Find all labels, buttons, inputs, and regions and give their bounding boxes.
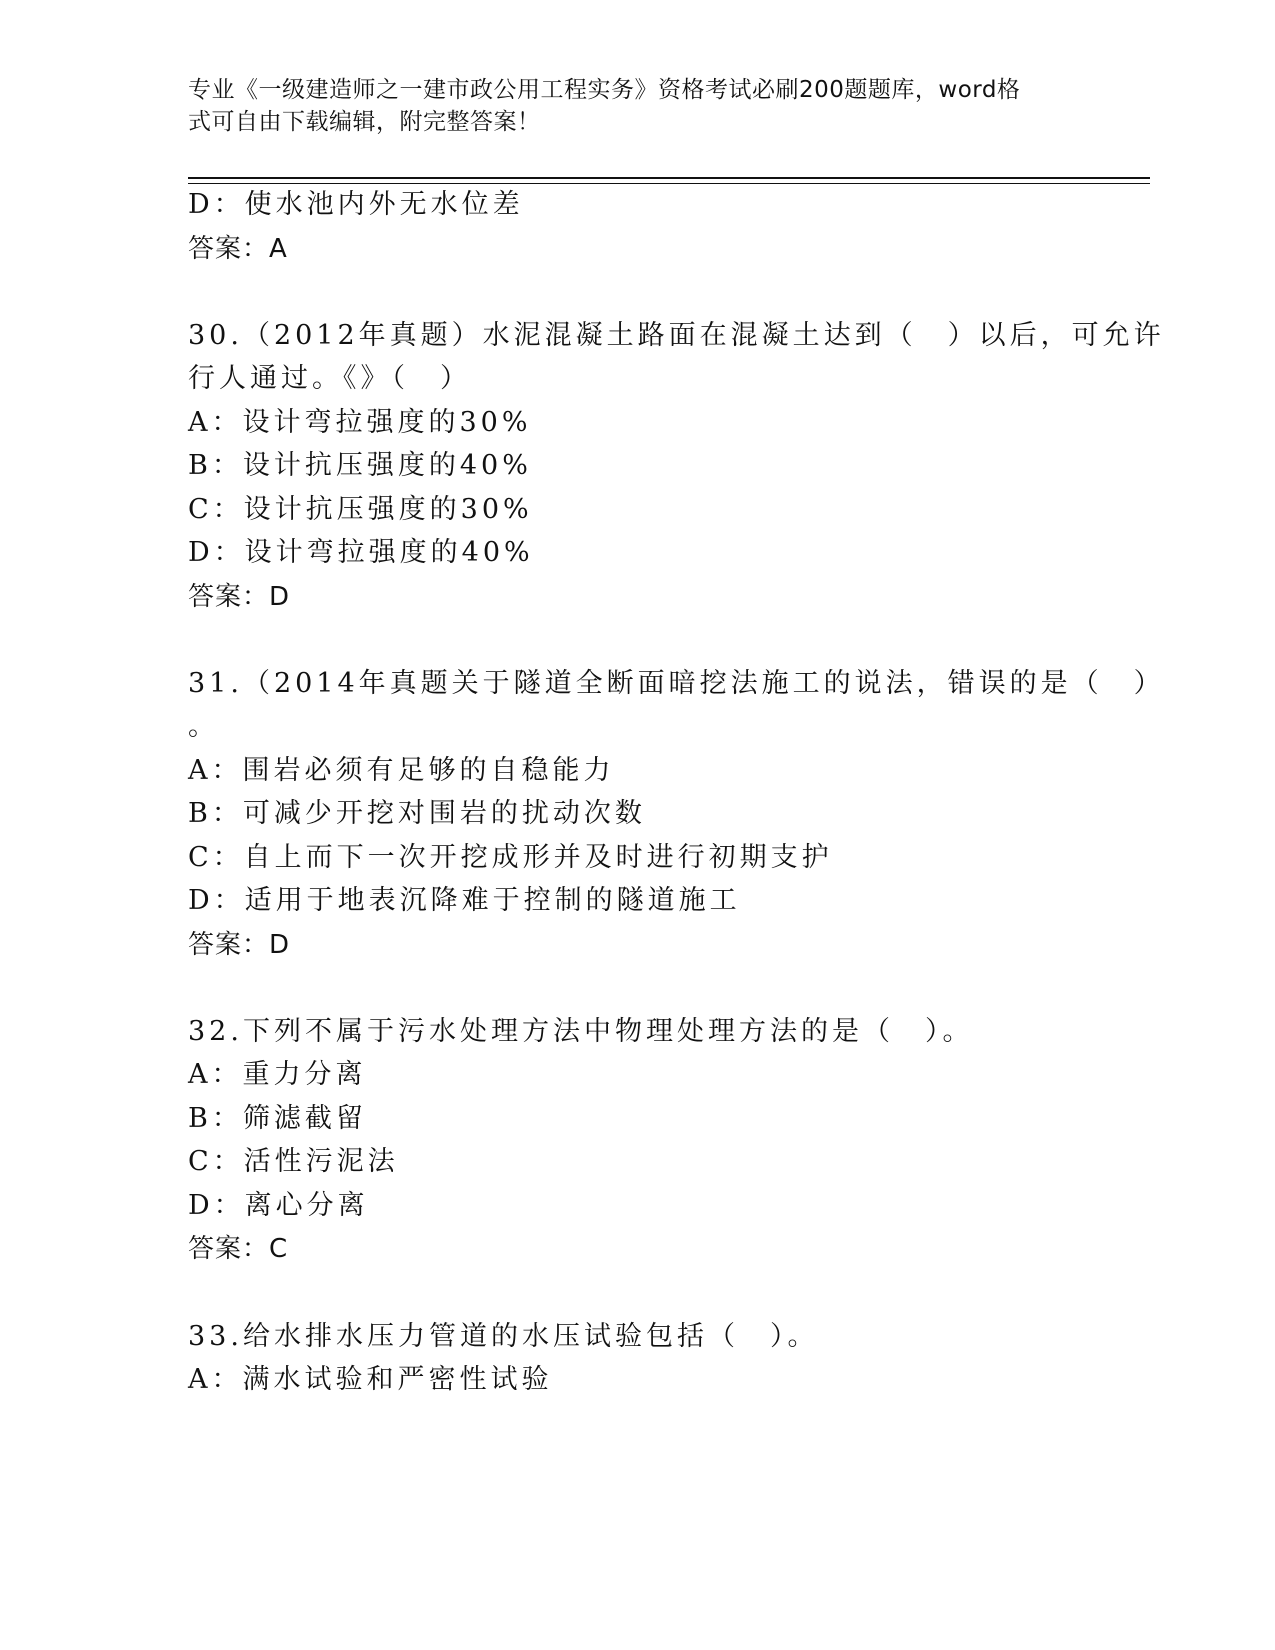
q31-text-line-2: 。: [188, 711, 219, 742]
q30-option-b: B：设计抗压强度的40%: [188, 450, 532, 481]
q32-option-b: B：筛滤截留: [188, 1103, 367, 1134]
q31-option-c: C：自上而下一次开挖成形并及时进行初期支护: [188, 842, 833, 873]
q32-option-c: C：活性污泥法: [188, 1146, 399, 1177]
q31-answer: 答案：D: [188, 930, 291, 960]
q32-option-a: A：重力分离: [188, 1059, 367, 1090]
q30-option-a: A：设计弯拉强度的30%: [188, 407, 532, 438]
q33-text-line-1: 33.给水排水压力管道的水压试验包括（ ）。: [188, 1321, 819, 1352]
q32-text-line-1: 32.下列不属于污水处理方法中物理处理方法的是（ ）。: [188, 1016, 974, 1047]
q30-text-line-2: 行人通过。《》（ ）: [188, 363, 471, 394]
q30-option-c: C：设计抗压强度的30%: [188, 494, 533, 525]
prev-answer: 答案：A: [188, 234, 288, 264]
header-line-1: 专业《一级建造师之一建市政公用工程实务》资格考试必刷200题题库，word格: [188, 77, 1021, 103]
page-header: [188, 74, 1068, 138]
q30-text-line-1: 30.（2012年真题）水泥混凝土路面在混凝土达到（ ）以后，可允许: [188, 320, 1165, 351]
q33-option-a: A：满水试验和严密性试验: [188, 1364, 553, 1395]
header-rule: [188, 177, 1150, 184]
q31-text-line-1: 31.（2014年真题关于隧道全断面暗挖法施工的说法，错误的是（ ）: [188, 668, 1165, 699]
header-line-2: 式可自由下载编辑，附完整答案！: [188, 109, 541, 135]
prev-option-d: D：使水池内外无水位差: [188, 189, 524, 220]
q31-option-b: B：可减少开挖对围岩的扰动次数: [188, 798, 646, 829]
q32-answer: 答案：C: [188, 1234, 289, 1264]
q32-option-d: D：离心分离: [188, 1190, 369, 1221]
q30-answer: 答案：D: [188, 582, 291, 612]
q31-option-a: A：围岩必须有足够的自稳能力: [188, 755, 615, 786]
q30-option-d: D：设计弯拉强度的40%: [188, 537, 534, 568]
q31-option-d: D：适用于地表沉降难于控制的隧道施工: [188, 885, 741, 916]
